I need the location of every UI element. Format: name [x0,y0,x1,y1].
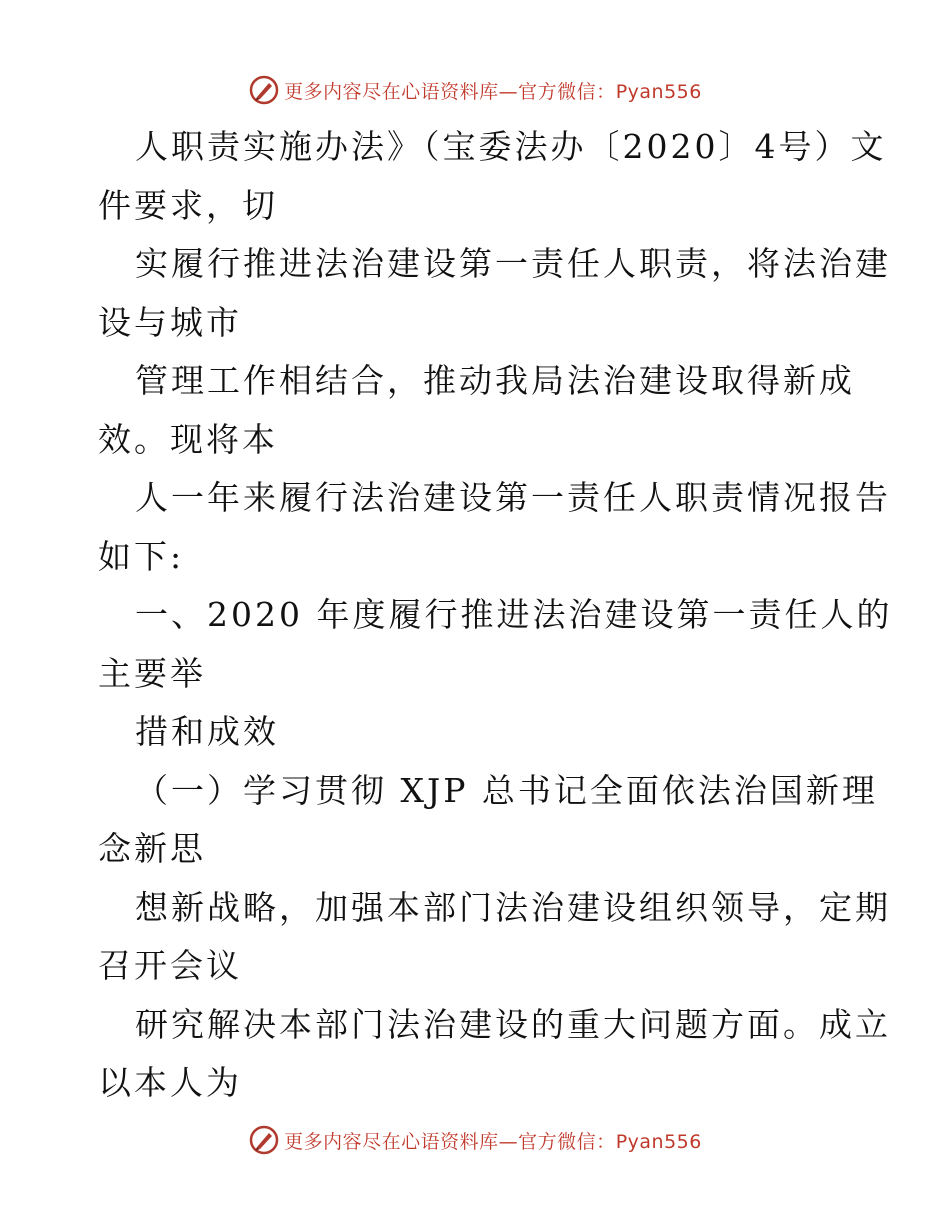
logo-pen-icon [248,1124,280,1156]
watermark-main-text: 更多内容尽在心语资料库 [284,80,499,103]
text-line: 以本人为 [98,1063,242,1102]
document-body [98,118,893,1113]
watermark-separator: — [498,80,519,103]
text-line: 件要求，切 [98,185,278,225]
text-line: 想新战略，加强本部门法治建设组织领导，定期 [135,887,891,927]
header-watermark-banner [0,70,950,110]
text-line: 研究解决本部门法治建设的重大问题方面。成立 [135,1004,891,1044]
watermark-text [284,1127,702,1154]
text-line: 管理工作相结合，推动我局法治建设取得新成 [135,361,855,400]
text-line: 念新思 [98,829,206,868]
watermark-main-text: 更多内容尽在心语资料库 [284,1130,499,1153]
text-line: 实履行推进法治建设第一责任人职责，将法治建 [135,244,891,283]
text-line: 设与城市 [98,302,242,342]
text-line: 效。现将本 [98,419,278,459]
watermark-wechat-label: 官方微信： [518,80,616,103]
text-line: 主要举 [98,653,206,693]
footer-watermark-banner [0,1120,950,1160]
watermark-text [284,77,702,104]
watermark-wechat-id: Pyan556 [615,1130,702,1153]
text-line: 一、2020 年度履行推进法治建设第一责任人的 [135,595,893,634]
text-line: 召开会议 [98,946,242,985]
text-line: （一）学习贯彻 XJP 总书记全面依法治国新理 [135,770,878,810]
text-line: 人职责实施办法》（宝委法办〔2020〕4号）文 [135,127,887,166]
watermark-separator: — [498,1130,519,1153]
text-line: 如下: [98,536,185,576]
logo-pen-icon [248,74,280,106]
text-line: 人一年来履行法治建设第一责任人职责情况报告 [135,478,891,517]
watermark-wechat-label: 官方微信： [518,1130,616,1153]
text-line: 措和成效 [135,712,279,751]
watermark-wechat-id: Pyan556 [615,80,702,103]
